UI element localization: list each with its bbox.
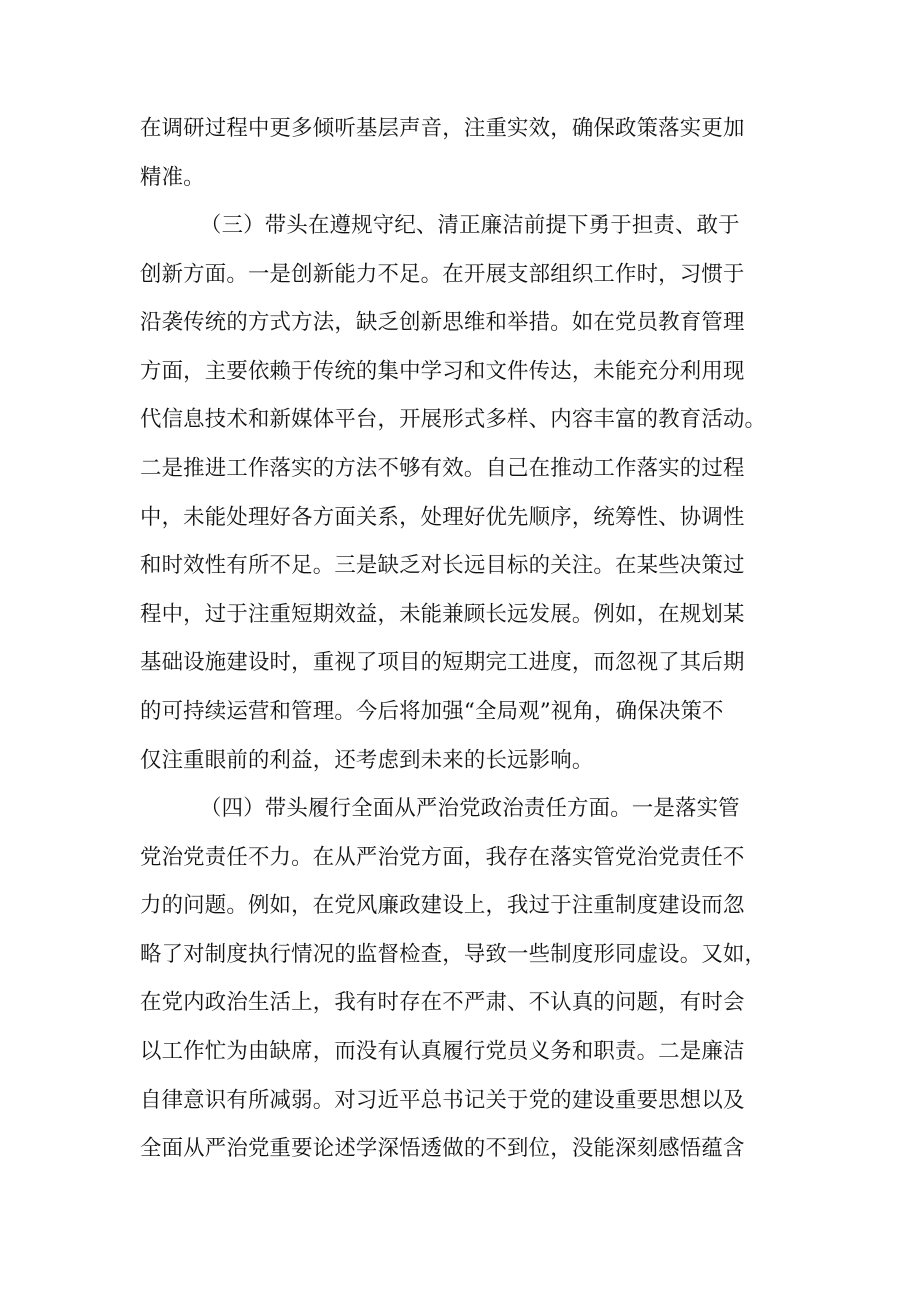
paragraph-line: （三）带头在遵规守纪、清正廉洁前提下勇于担责、敢于 (200, 213, 740, 238)
paragraph-line: 方面，主要依赖于传统的集中学习和文件传达，未能充分利用现 (140, 358, 745, 384)
paragraph-3 (140, 785, 782, 1174)
paragraph-line: 的可持续运营和管理。今后将加强“全局观”视角，确保决策不 (140, 698, 724, 724)
paragraph-line: 基础设施建设时，重视了项目的短期完工进度，而忽视了其后期 (140, 650, 745, 676)
paragraph-line: 沿袭传统的方式方法，缺乏创新思维和举措。如在党员教育管理 (140, 310, 745, 336)
paragraph-line: 程中，过于注重短期效益，未能兼顾长远发展。例如，在规划某 (140, 601, 745, 627)
paragraph-line: 中，未能处理好各方面关系，处理好优先顺序，统筹性、协调性 (140, 504, 745, 530)
paragraph-line: 在党内政治生活上，我有时存在不严肃、不认真的问题，有时会 (140, 990, 745, 1016)
paragraph-line: 和时效性有所不足。三是缺乏对长远目标的关注。在某些决策过 (140, 553, 745, 579)
paragraph-line: 以工作忙为由缺席，而没有认真履行党员义务和职责。二是廉洁 (140, 1038, 745, 1064)
paragraph-line: 略了对制度执行情况的监督检查，导致一些制度形同虚设。又如， (140, 941, 767, 967)
paragraph-line: 党治党责任不力。在从严治党方面，我存在落实管党治党责任不 (140, 844, 745, 870)
paragraph-line: 自律意识有所减弱。对习近平总书记关于党的建设重要思想以及 (140, 1087, 745, 1113)
paragraph-line: 全面从严治党重要论述学深悟透做的不到位，没能深刻感悟蕴含 (140, 1136, 745, 1162)
paragraph-line: （四）带头履行全面从严治党政治责任方面。一是落实管 (200, 796, 740, 821)
paragraph-line: 在调研过程中更多倾听基层声音，注重实效，确保政策落实更加 (140, 116, 745, 141)
paragraph-line: 仅注重眼前的利益，还考虑到未来的长远影响。 (140, 747, 594, 773)
paragraph-line: 创新方面。一是创新能力不足。在开展支部组织工作时，习惯于 (140, 261, 745, 287)
paragraph-1 (140, 105, 782, 202)
paragraph-line: 二是推进工作落实的方法不够有效。自己在推动工作落实的过程 (140, 455, 745, 481)
paragraph-line: 代信息技术和新媒体平台，开展形式多样、内容丰富的教育活动。 (140, 407, 767, 433)
paragraph-line: 力的问题。例如，在党风廉政建设上，我过于注重制度建设而忽 (140, 893, 745, 919)
paragraph-2 (140, 202, 782, 785)
paragraph-line: 精准。 (140, 164, 205, 190)
